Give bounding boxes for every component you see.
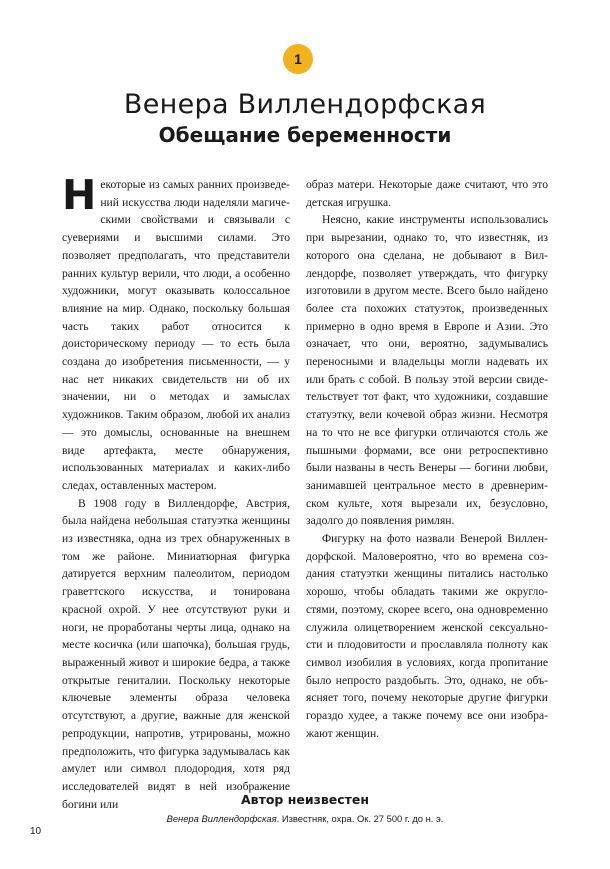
page-title: Венера Виллендорфская [123, 89, 487, 120]
artwork-author: Автор неизвестен [240, 792, 369, 807]
paragraph-1 [62, 171, 290, 495]
artwork-title: Венера Виллендорфская [166, 813, 277, 824]
text-column-right [306, 176, 548, 743]
page-subtitle: Обещание беременности [158, 123, 452, 147]
paragraph-2-part-2 [306, 176, 548, 211]
artwork-caption [0, 813, 610, 824]
paragraph-3: Неясно, какие инструменты использовались при вырезании, однако то, что известняк, из которого она сделана, не добывают в Виллендорфе, позволяет утверждать, что фигурку изготовили в другом месте. Всего было найдено более ста похожих статуэток, произведенных примерно в одно время в Европе и Азии. Это означает, что они, вероятно, задумывались переносными и владельцы могли надевать их или брать с собой. В пользу этой версии свидетельствует тот факт, что художники, создавшие статуэтку, вели кочевой образ жизни. Несмотря на то что не все фигурки отличаются столь же пышными формами, все они ретроспективно были названы в честь Венеры — богини любви, занимавшей центральное место в древнеримском культе, хотя вырезали их, безусловно, задолго до появления римлян. [306, 213, 548, 528]
paragraph-1-text: екоторые из самых ранних произведений искусства люди наделяли магическими свойствами и связывали с суевериями и высшими силами. Это позволяет предполагать, что представители ранних культур верили, что люди, а особенно художники, могут оказывать колоссальное влияние на мир. Однако, поскольку большая часть таких работ относится к доисторическому периоду — то есть была создана до изобретения письменности, — у нас нет никаких свидетельств ни об их значении, ни о методах и замыслах художников. Таким образом, любой их анализ — это домыслы, основанные на внешнем виде артефакта, месте обнаружения, использованных материалах и каких-либо следах, оставленных мастером. [62, 178, 290, 492]
paragraph-2-text-left: В 1908 году в Виллендорфе, Австрия, была найдена небольшая статуэтка женщины из известняка, одна из трех обнаруженных в том же районе. Миниатюрная фигурка датируется верхним палеолитом, периодом граветтского искусства, и тонирована красной охрой. У нее отсутствуют руки и ноги, не проработаны черты лица, однако на месте косичка (или шапочка), большая грудь, выраженный живот и широкие бедра, а также открытые гениталии. Поскольку некоторые ключевые элементы образа человека отсутствуют, а другие, важные для женской репродукции, напротив, утрированы, можно предположить, что фигурка задумывалась как амулет или символ плодородия, хотя ряд исследователей видят в ней изображение богини или [62, 496, 290, 811]
page-number: 10 [30, 826, 42, 837]
paragraph-4: Фигурку на фото назвали Венерой Виллендорфской. Маловероятно, что во времена создания статуэтки женщины питались настолько хорошо, чтобы обладать такими же округлостями, поэтому, скорее всего, она одновременно служила олицетворением женской сексуальности и плодовитости и прославляла полноту как символ изобилия в условиях, когда пропитание было непросто раздобыть. Это, однако, не объясняет того, почему некоторые другие фигурки гораздо худее, а также почему все они изображают женщин. [306, 532, 548, 740]
paragraph-2-part-1 [62, 495, 290, 814]
chapter-number-badge: 1 [283, 44, 313, 74]
paragraph-2-text-right: образ матери. Некоторые даже считают, что это детская игрушка. [306, 178, 548, 209]
artwork-details: . Известняк, охра. Ок. 27 500 г. до н. э. [276, 813, 444, 824]
drop-cap: Н [62, 171, 97, 219]
text-column-left [62, 171, 290, 813]
